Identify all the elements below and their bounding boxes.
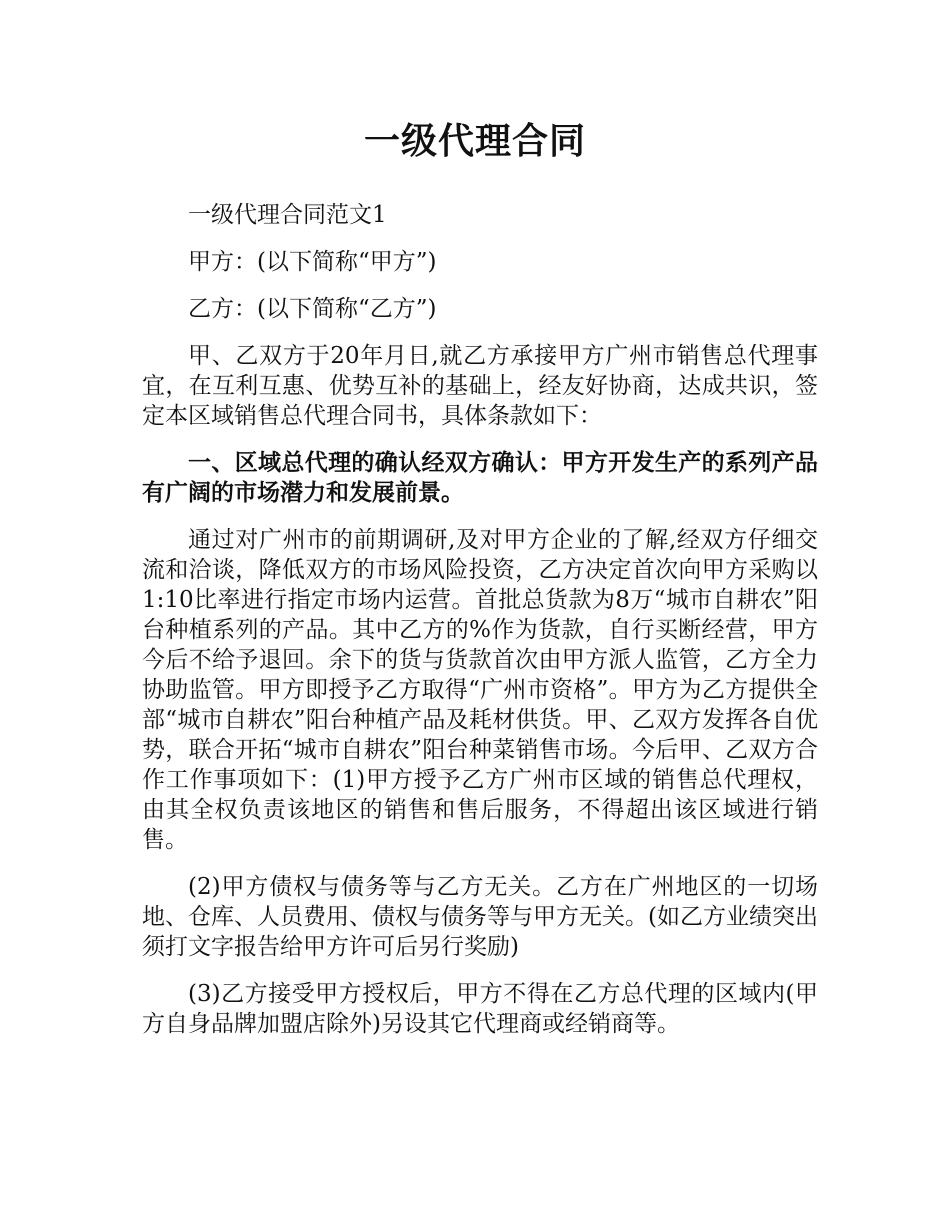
paragraph-party-a: 甲方：(以下简称“甲方”) — [188, 249, 437, 275]
section-heading-1: 一、区域总代理的确认经双方确认：甲方开发生产的系列产品有广阔的市场潜力和发展前景。 — [142, 449, 818, 506]
paragraph-sample-label: 一级代理合同范文1 — [188, 202, 387, 228]
document-title: 一级代理合同 — [363, 121, 586, 162]
paragraph-main-terms: 通过对广州市的前期调研,及对甲方企业的了解,经双方仔细交流和洽谈，降低双方的市场风险投资，乙方决定首次向甲方采购以1:10比率进行指定市场内运营。首批总货款为8万“城市自耕农”阳台种植系列的产品。其中乙方的%作为货款，自行买断经营，甲方今后不给予退回。余下的货与货款首次由甲方派人监管，乙方全力协助监管。甲方即授予乙方取得“广州市资格”。甲方为乙方提供全部“城市自耕农”阳台种植产品及耗材供货。甲、乙双方发挥各自优势，联合开拓“城市自耕农”阳台种菜销售市场。今后甲、乙双方合作工作事项如下：(1)甲方授予乙方广州市区域的销售总代理权，由其全权负责该地区的销售和售后服务，不得超出该区域进行销售。 — [142, 527, 818, 853]
document-body — [142, 200, 818, 1056]
paragraph-clause-3: (3)乙方接受甲方授权后，甲方不得在乙方总代理的区域内(甲方自身品牌加盟店除外)另设其它代理商或经销商等。 — [142, 981, 818, 1037]
paragraph-preamble: 甲、乙双方于20年月日,就乙方承接甲方广州市销售总代理事宜，在互利互惠、优势互补的基础上，经友好协商，达成共识，签定本区域销售总代理合同书，具体条款如下： — [142, 343, 818, 429]
paragraph-clause-2: (2)甲方债权与债务等与乙方无关。乙方在广州地区的一切场地、仓库、人员费用、债权与债务等与甲方无关。(如乙方业绩突出须打文字报告给甲方许可后另行奖励) — [142, 874, 818, 960]
paragraph-party-b: 乙方：(以下简称“乙方”) — [188, 296, 437, 322]
